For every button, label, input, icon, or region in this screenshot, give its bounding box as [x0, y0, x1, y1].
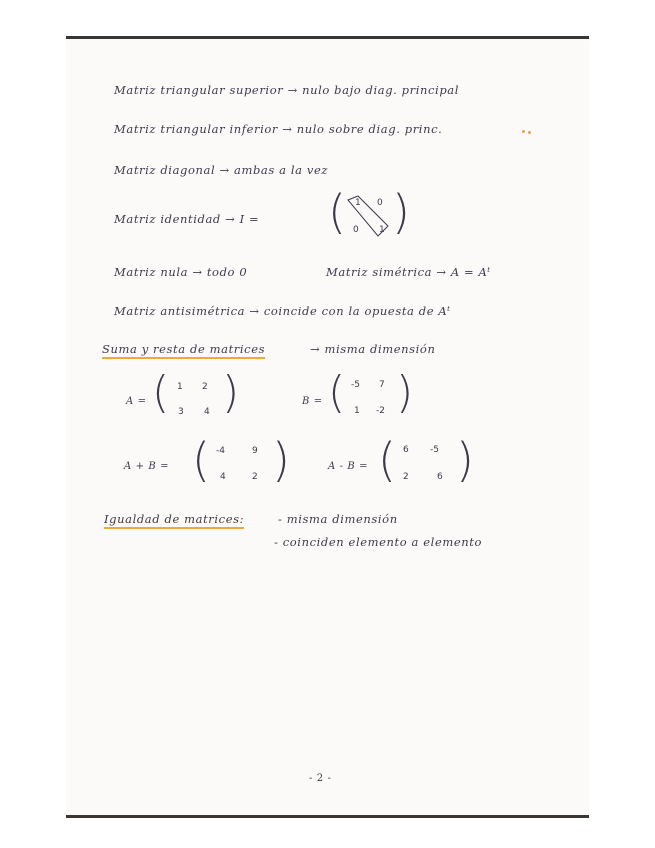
sum-left-paren: (	[192, 433, 210, 487]
equality-rule-elements: - coinciden elemento a elemento	[274, 535, 483, 549]
difference-21: 2	[403, 472, 409, 482]
matrix-a-left-paren: (	[152, 367, 170, 418]
matrix-b-label: B =	[302, 396, 323, 407]
note-upper-triangular: Matriz triangular superior → nulo bajo diag. principal	[114, 83, 460, 97]
identity-left-paren: (	[328, 185, 346, 239]
sum-21: 4	[220, 472, 226, 482]
note-null-matrix: Matriz nula → todo 0	[114, 265, 248, 279]
identity-right-paren: )	[392, 185, 410, 239]
matrix-b-21: 1	[354, 406, 360, 416]
sum-12: 9	[252, 446, 258, 456]
sum-right-paren: )	[272, 433, 290, 487]
note-antisymmetric: Matriz antisimétrica → coincide con la opuesta de Aᵗ	[114, 304, 451, 318]
matrix-a-22: 4	[204, 407, 210, 417]
matrix-a-label: A =	[126, 396, 147, 407]
matrix-b-22: -2	[376, 406, 385, 416]
matrix-b-right-paren: )	[396, 367, 414, 418]
matrix-b-11: -5	[351, 380, 360, 390]
note-symmetric: Matriz simétrica → A = Aᵗ	[326, 265, 491, 279]
difference-12: -5	[430, 445, 439, 455]
note-identity-label: Matriz identidad → I =	[114, 212, 260, 226]
page-number: - 2 -	[309, 773, 332, 784]
notebook-page	[66, 36, 589, 818]
note-diagonal: Matriz diagonal → ambas a la vez	[114, 163, 329, 177]
note-lower-triangular: Matriz triangular inferior → nulo sobre diag. princ.	[114, 122, 443, 136]
sum-22: 2	[252, 472, 258, 482]
matrix-a-11: 1	[177, 382, 183, 392]
heading-matrix-equality: Igualdad de matrices:	[104, 512, 244, 529]
sum-rule: → misma dimensión	[310, 342, 436, 356]
difference-11: 6	[403, 445, 409, 455]
identity-a22: 1	[379, 225, 385, 235]
matrix-a-12: 2	[202, 382, 208, 392]
identity-a21: 0	[353, 225, 359, 235]
difference-22: 6	[437, 472, 443, 482]
matrix-a-21: 3	[178, 407, 184, 417]
difference-right-paren: )	[456, 433, 474, 487]
sum-11: -4	[216, 446, 225, 456]
equality-rule-dimension: - misma dimensión	[278, 512, 398, 526]
sum-label: A + B =	[124, 461, 170, 472]
heading-sum-subtraction: Suma y resta de matrices	[102, 342, 265, 359]
difference-left-paren: (	[378, 433, 396, 487]
identity-a11: 1	[355, 198, 361, 208]
difference-label: A - B =	[328, 461, 369, 472]
matrix-a-right-paren: )	[222, 367, 240, 418]
matrix-b-12: 7	[379, 380, 385, 390]
matrix-b-left-paren: (	[328, 367, 346, 418]
identity-a12: 0	[377, 198, 383, 208]
ink-dots	[522, 130, 534, 134]
